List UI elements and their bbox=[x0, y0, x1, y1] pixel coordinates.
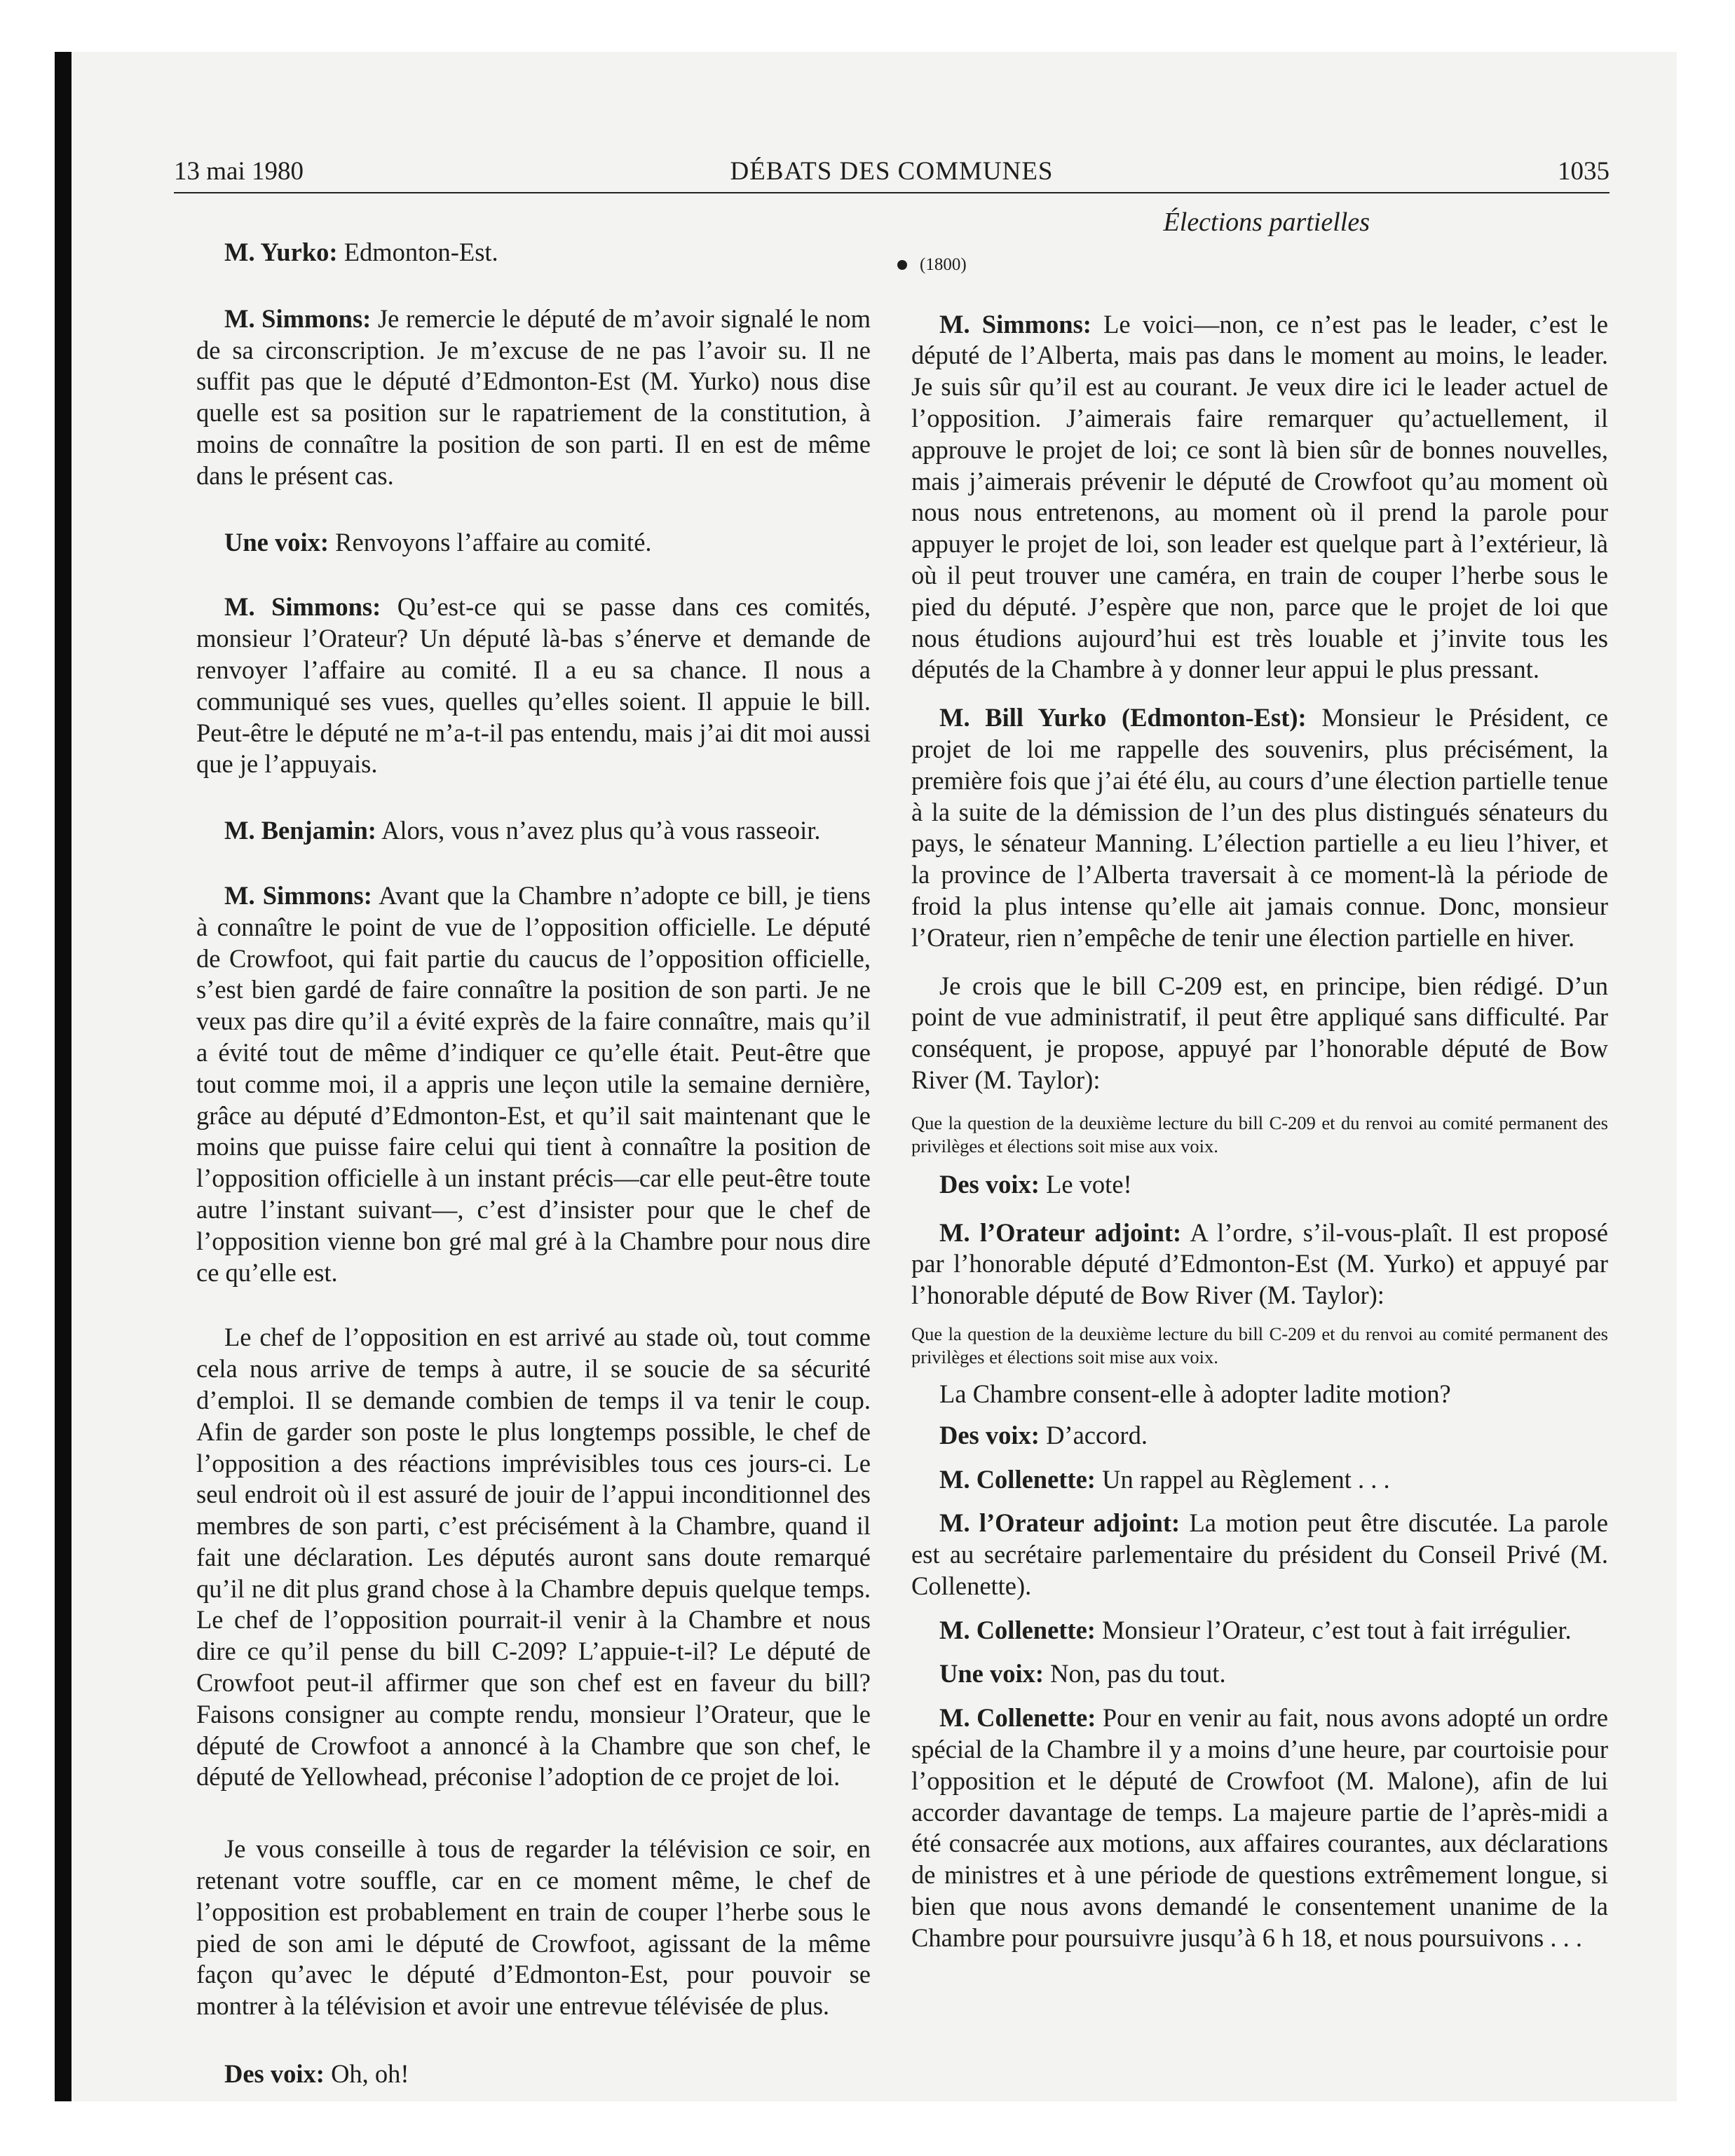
speaker-name: M. Collenette: bbox=[939, 1464, 1096, 1494]
speech-text: Je remercie le député de m’avoir signalé le nom de sa circonscription. Je m’excuse de ne pas l’avoir su. Il ne suffit pas que le député d’Edmonton-Est (M. Yurko) nous dise quelle est sa position sur le rapatriement de la constitution, à moins de connaître la position de son parti. Il en est de même dans le présent cas. bbox=[196, 303, 871, 490]
speech-text: Alors, vous n’avez plus qu’à vous rasseoir. bbox=[376, 816, 821, 845]
speaker-name: M. Simmons: bbox=[224, 303, 372, 333]
speech-text: Le chef de l’opposition en est arrivé au stade où, tout comme cela nous arrive de temps à autre, il se soucie de sa sécurité d’emploi. Il se demande combien de temps il va tenir le coup. Afin de garder son poste le plus longtemps possible, le chef de l’opposition a des réactions imprévisibles tous ces jours-ci. Le seul endroit où il est assuré de jouir de l’appui inconditionnel des membres de son parti, c’est précisément à la Chambre, quand il fait une déclaration. Les députés auront sans doute remarqué qu’il ne dit plus grand chose à la Chambre depuis quelque temps. Le chef de l’opposition pourrait-il venir à la Chambre et nous dire ce qu’il pense du bill C-209? L’appuie-t-il? Le député de Crowfoot peut-il affirmer que son chef est en faveur du bill? Faisons consigner au compte rendu, monsieur l’Orateur, que le député de Crowfoot a annoncé à la Chambre que son chef, le député de Yellowhead, préconise l’adoption de ce projet de loi. bbox=[196, 1323, 871, 1792]
speech-text: Avant que la Chambre n’adopte ce bill, je tiens à connaître le point de vue de l’opposition officielle. Le député de Crowfoot, qui fait partie du caucus de l’opposition officielle, s’est bien gardé de faire connaître la position de son parti. Je ne veux pas dire qu’il a évité exprès de la faire connaître, mais qu’il a évité tout de même d’indiquer ce qu’elle était. Peut-être que tout comme moi, il a appris une leçon utile la semaine dernière, grâce au député d’Edmonton-Est, et qu’il sait maintenant que le moins que puisse faire celui qui tient à connaître la position de l’opposition officielle à un instant précis—car elle peut-être toute autre l’instant suivant—, c’est d’insister pour que le chef de l’opposition vienne bon gré mal gré à la Chambre pour nous dire ce qu’elle est. bbox=[196, 880, 871, 1287]
speech-text: Monsieur le Président, ce projet de loi me rappelle des souvenirs, plus précisément, la première fois que j’ai été élu, au cours d’une élection partielle tenue à la suite de la démission de l’un des plus distingués sénateurs du pays, le sénateur Manning. L’élection partielle a eu lieu l’hiver, et la province de l’Alberta traversait à ce moment-là la période de froid la plus intense qu’elle ait jamais connue. Donc, monsieur l’Orateur, rien n’empêche de tenir une élection partielle en hiver. bbox=[911, 703, 1608, 952]
speech-text: Que la question de la deuxième lecture du bill C-209 et du renvoi au comité permanent des privilèges et élections soit mise aux voix. bbox=[911, 1112, 1608, 1157]
section-title: Élections partielles bbox=[1163, 207, 1370, 237]
left-column bbox=[196, 237, 871, 2090]
speech-text: Pour en venir au fait, nous avons adopté un ordre spécial de la Chambre il y a moins d’une heure, par courtoisie pour l’opposition et le député de Crowfoot (M. Malone), afin de lui accorder davantage de temps. La majeure partie de l’après-midi a été consacrée aux motions, aux affaires courantes, aux déclarations de ministres et à une période de questions extrêmement longue, si bien que nous avons demandé le consentement unanime de la Chambre pour poursuivre jusqu’à 6 h 18, et nous poursuivons . . . bbox=[911, 1703, 1608, 1952]
header-date: 13 mai 1980 bbox=[174, 157, 304, 186]
time-marker bbox=[897, 250, 1608, 281]
speech-text: A l’ordre, s’il-vous-plaît. Il est proposé par l’honorable député d’Edmonton-Est (M. Yurko) et appuyé par l’honorable député de Bow River (M. Taylor): bbox=[911, 1217, 1608, 1310]
header-page-number: 1035 bbox=[1558, 157, 1610, 186]
paragraph bbox=[196, 1834, 871, 2022]
speech-text: Monsieur l’Orateur, c’est tout à fait irrégulier. bbox=[1095, 1615, 1572, 1644]
speaker-name: M. Yurko: bbox=[224, 238, 338, 266]
speech-text: Je vous conseille à tous de regarder la télévision ce soir, en retenant votre souffle, car en ce moment même, le chef de l’opposition est probablement en train de couper l’herbe sous le pied de son ami le député de Crowfoot, agissant de la même façon qu’avec le député d’Edmonton-Est, pour pouvoir se montrer à la télévision et avoir une entrevue télévisée de plus. bbox=[196, 1834, 871, 2021]
page-header bbox=[174, 151, 1610, 193]
speaker-name: M. Benjamin: bbox=[224, 816, 376, 845]
speech-text: Le vote! bbox=[1039, 1169, 1132, 1199]
speaker-name: M. Simmons: bbox=[224, 880, 372, 910]
paragraph bbox=[911, 1420, 1608, 1452]
speech-text: La motion peut être discutée. La parole est au secrétaire parlementaire du président du Conseil Privé (M. Collenette). bbox=[911, 1508, 1608, 1600]
paragraph bbox=[911, 1169, 1608, 1201]
bullet-dot-icon bbox=[897, 260, 907, 270]
paragraph bbox=[911, 1508, 1608, 1602]
paragraph bbox=[911, 1615, 1608, 1646]
speaker-name: M. Collenette: bbox=[939, 1615, 1096, 1644]
speaker-name: M. l’Orateur adjoint: bbox=[939, 1508, 1181, 1538]
speech-text: La Chambre consent-elle à adopter ladite motion? bbox=[939, 1379, 1451, 1408]
scan-edge-bar bbox=[55, 52, 72, 2101]
paragraph bbox=[196, 1322, 871, 1793]
paragraph bbox=[196, 2059, 871, 2090]
speech-text: Je crois que le bill C-209 est, en principe, bien rédigé. D’un point de vue administratif, il peut être appliqué sans difficulté. Par conséquent, je propose, appuyé par l’honorable député de Bow River (M. Taylor): bbox=[911, 971, 1608, 1094]
speech-text: Edmonton-Est. bbox=[337, 238, 498, 266]
speaker-name: M. Bill Yurko (Edmonton-Est): bbox=[939, 703, 1307, 732]
speech-text: Non, pas du tout. bbox=[1044, 1659, 1226, 1688]
speaker-name: M. Simmons: bbox=[939, 309, 1091, 339]
paragraph bbox=[196, 237, 871, 268]
speech-text: Que la question de la deuxième lecture du bill C-209 et du renvoi au comité permanent des privilèges et élections soit mise aux voix. bbox=[911, 1323, 1608, 1367]
time-marker-text: (1800) bbox=[920, 254, 967, 274]
paragraph bbox=[196, 527, 871, 559]
paragraph bbox=[911, 971, 1608, 1096]
paragraph bbox=[911, 1658, 1608, 1690]
speech-text: Le voici—non, ce n’est pas le leader, c’est le député de l’Alberta, mais pas dans le moment au moins, le leader. Je suis sûr qu’il est au courant. Je veux dire ici le leader actuel de l’opposition. J’aimerais faire remarquer qu’actuellement, il approuve le projet de loi; ce sont là bien sûr de bonnes nouvelles, mais j’aimerais prévenir le député de Crowfoot qu’au moment où nous nous entretenons, au moment où il prend la parole pour appuyer le projet de loi, son leader est quelque part à l’extérieur, là où il peut trouver une caméra, en train de couper l’herbe sous le pied du député. J’espère que non, parce que le projet de loi que nous étudions aujourd’hui est très louable et j’invite tous les députés de la Chambre à y donner leur appui le plus pressant. bbox=[911, 309, 1608, 684]
right-paragraphs bbox=[911, 309, 1608, 1954]
speech-text: Renvoyons l’affaire au comité. bbox=[329, 527, 652, 557]
speaker-name: Des voix: bbox=[224, 2059, 325, 2089]
speaker-name: M. Collenette: bbox=[939, 1703, 1096, 1733]
paragraph bbox=[911, 1464, 1608, 1496]
speaker-name: Des voix: bbox=[939, 1169, 1040, 1199]
speaker-name: M. Simmons: bbox=[224, 592, 381, 622]
paragraph bbox=[196, 592, 871, 780]
speaker-name: M. l’Orateur adjoint: bbox=[939, 1217, 1182, 1247]
header-title: DÉBATS DES COMMUNES bbox=[730, 157, 1054, 186]
paragraph bbox=[911, 1379, 1608, 1410]
speech-text: D’accord. bbox=[1039, 1420, 1148, 1449]
speech-text: Un rappel au Règlement . . . bbox=[1095, 1464, 1390, 1494]
paragraph bbox=[911, 1703, 1608, 1953]
speaker-name: Une voix: bbox=[224, 527, 329, 557]
motion-text bbox=[911, 1112, 1608, 1158]
paragraph bbox=[196, 303, 871, 492]
motion-text bbox=[911, 1323, 1608, 1369]
speech-text: Qu’est-ce qui se passe dans ces comités, monsieur l’Orateur? Un député là-bas s’énerve et demande de renvoyer l’affaire au comité. Il a eu sa chance. Il nous a communiqué ses vues, quelles qu’elles soient. Il appuie le bill. Peut-être le député ne m’a-t-il pas entendu, mais j’ai dit moi aussi que je l’appuyais. bbox=[196, 592, 871, 779]
paragraph bbox=[196, 880, 871, 1288]
paragraph bbox=[911, 702, 1608, 953]
paragraph bbox=[196, 815, 871, 847]
paragraph bbox=[911, 1217, 1608, 1311]
speech-text: Oh, oh! bbox=[324, 2059, 409, 2089]
right-column bbox=[911, 207, 1608, 1954]
speaker-name: Une voix: bbox=[939, 1659, 1045, 1688]
speaker-name: Des voix: bbox=[939, 1420, 1040, 1449]
paragraph bbox=[911, 309, 1608, 686]
